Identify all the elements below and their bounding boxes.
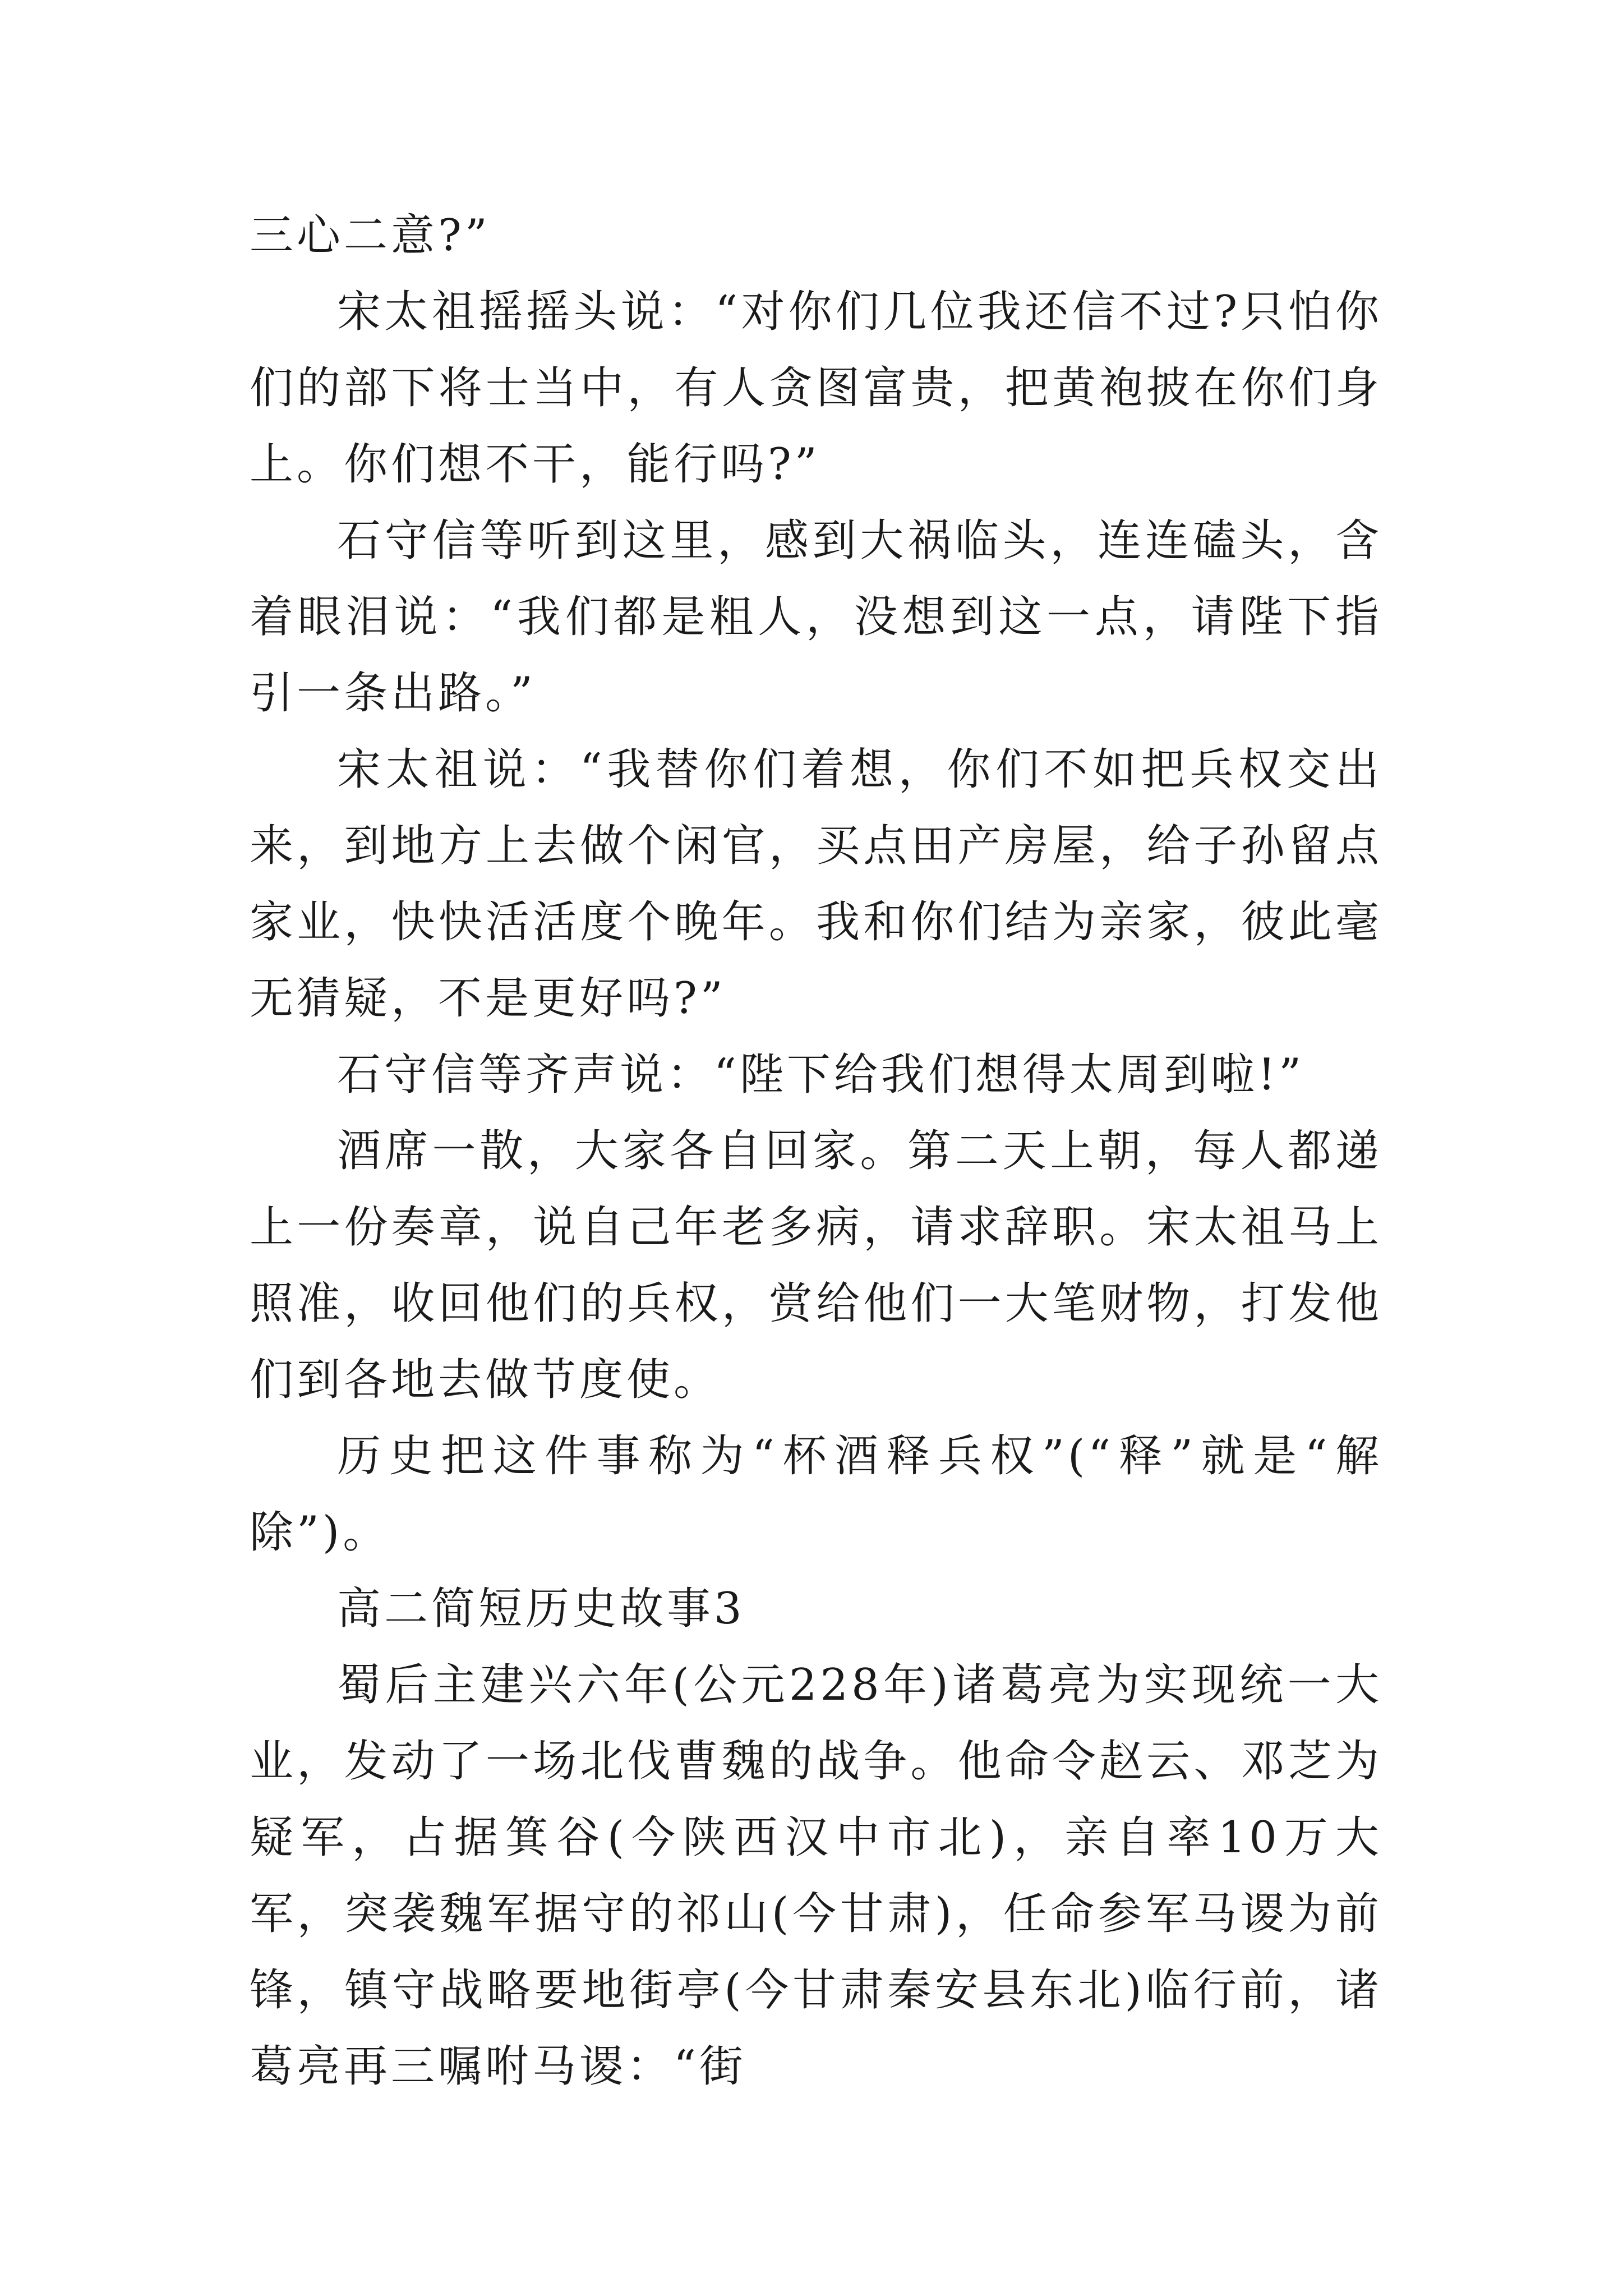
paragraph-4: 宋太祖说：“我替你们着想，你们不如把兵权交出来，到地方上去做个闲官，买点田产房屋，给子孙留点家业，快快活活度个晚年。我和你们结为亲家，彼此毫无猜疑，不是更好吗?” <box>250 744 1382 1024</box>
paragraph-5: 石守信等齐声说：“陛下给我们想得太周到啦!” <box>337 1050 1305 1100</box>
paragraph-7: 历史把这件事称为“杯酒释兵权”(“释”就是“解除”)。 <box>250 1431 1382 1558</box>
paragraph-3: 石守信等听到这里，感到大祸临头，连连磕头，含着眼泪说：“我们都是粗人，没想到这一点，请陛下指引一条出路。” <box>250 516 1382 719</box>
document-body <box>250 197 1382 2105</box>
paragraph-6: 酒席一散，大家各自回家。第二天上朝，每人都递上一份奏章，说自己年老多病，请求辞职。宋太祖马上照准，收回他们的兵权，赏给他们一大笔财物，打发他们到各地去做节度使。 <box>250 1126 1382 1405</box>
section-heading: 高二简短历史故事3 <box>337 1584 745 1634</box>
paragraph-2: 宋太祖摇摇头说：“对你们几位我还信不过?只怕你们的部下将士当中，有人贪图富贵，把黄袍披在你们身上。你们想不干，能行吗?” <box>250 287 1382 490</box>
paragraph-1: 三心二意?” <box>250 210 491 261</box>
paragraph-8: 蜀后主建兴六年(公元228年)诸葛亮为实现统一大业，发动了一场北伐曹魏的战争。他命令赵云、邓芝为疑军，占据箕谷(今陕西汉中市北)，亲自率10万大军，突袭魏军据守的祁山(今甘肃)，任命参军马谡为前锋，镇守战略要地街亭(今甘肃秦安县东北)临行前，诸葛亮再三嘱咐马谡：“街 <box>250 1660 1382 2092</box>
